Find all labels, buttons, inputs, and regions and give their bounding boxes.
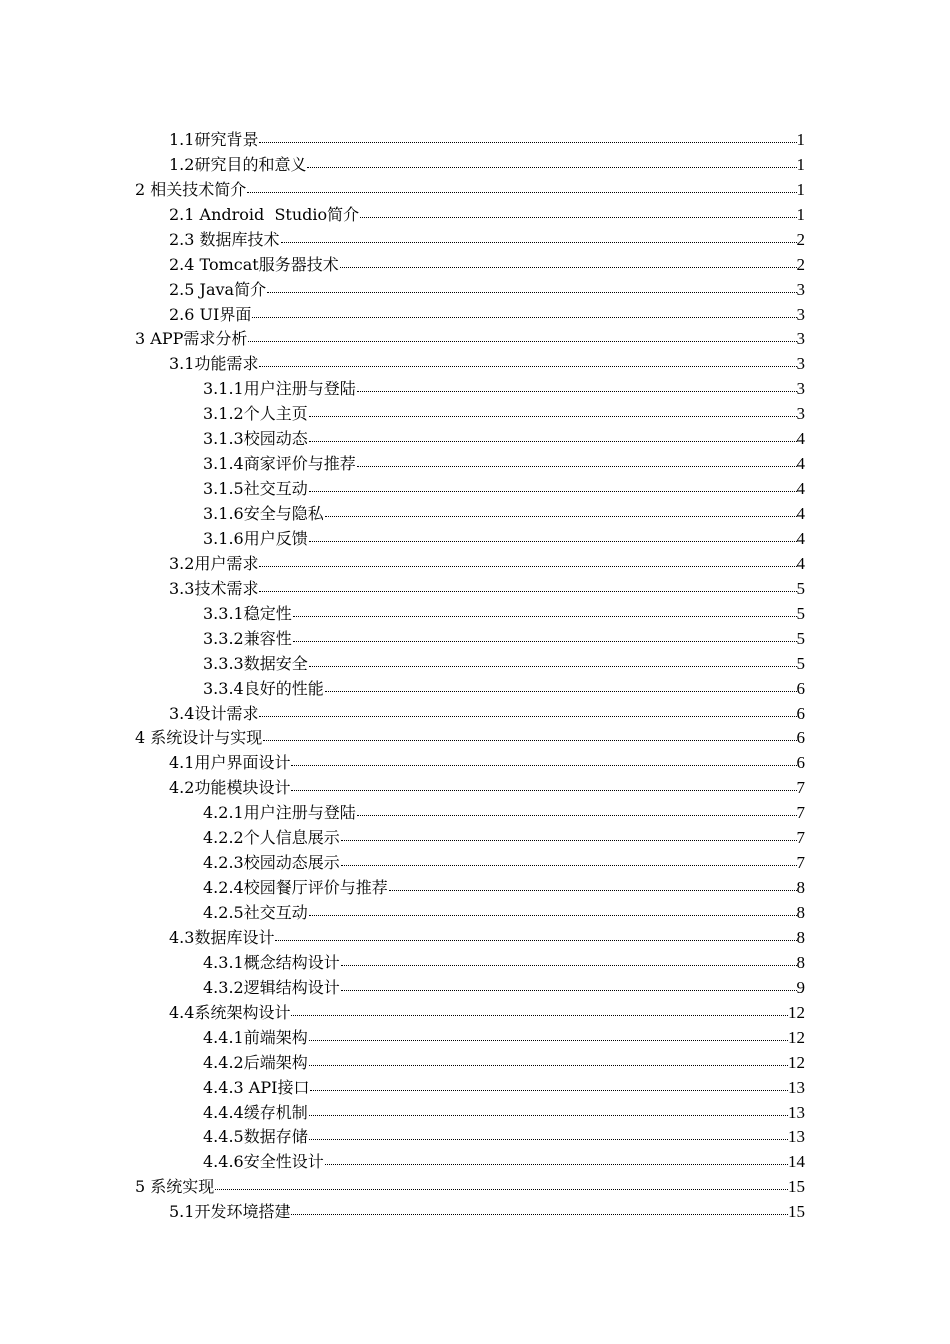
toc-dot-leader <box>356 379 797 395</box>
toc-entry-title: 4.3.2逻辑结构设计 <box>203 977 340 997</box>
toc-entry-title: 5.1开发环境搭建 <box>169 1202 291 1222</box>
toc-entry-page-number: 7 <box>796 778 805 798</box>
toc-dot-leader <box>308 404 797 420</box>
toc-entry[interactable] <box>0 449 805 474</box>
toc-dot-leader <box>280 230 797 246</box>
toc-entry-title: 3.1.3校园动态 <box>203 429 308 449</box>
toc-entry-page-number: 4 <box>796 479 805 499</box>
toc-dot-leader <box>290 753 796 769</box>
toc-entry-title: 4.4系统架构设计 <box>169 1002 291 1022</box>
toc-dot-leader <box>306 155 796 171</box>
toc-dot-leader <box>308 1127 788 1143</box>
toc-entry-title: 3.3.2兼容性 <box>203 628 292 648</box>
toc-entry-title: 3.2用户需求 <box>169 553 259 573</box>
toc-entry-page-number: 12 <box>788 1052 805 1072</box>
toc-entry[interactable] <box>0 275 805 300</box>
toc-entry-page-number: 5 <box>796 578 805 598</box>
toc-entry-page-number: 8 <box>796 903 805 922</box>
toc-entry-page-number: 6 <box>796 753 805 773</box>
toc-entry-title: 4.2.3校园动态展示 <box>203 853 340 873</box>
toc-entry-page-number: 1 <box>796 179 805 199</box>
toc-entry[interactable] <box>0 225 805 250</box>
toc-entry[interactable] <box>0 798 805 823</box>
toc-dot-leader <box>308 479 797 495</box>
toc-entry-page-number: 2 <box>796 229 805 249</box>
toc-dot-leader <box>308 903 797 919</box>
toc-entry-title: 4.4.2后端架构 <box>203 1052 308 1072</box>
toc-entry[interactable] <box>0 973 805 998</box>
toc-entry-title: 4.1用户界面设计 <box>169 753 291 773</box>
toc-entry[interactable] <box>0 1197 805 1222</box>
toc-entry[interactable] <box>0 699 805 724</box>
toc-entry-page-number: 4 <box>796 553 805 573</box>
toc-entry-title: 1.1研究背景 <box>169 129 259 149</box>
toc-entry-title: 3.3.3数据安全 <box>203 653 308 673</box>
toc-entry[interactable] <box>0 1147 805 1172</box>
toc-entry-page-number: 1 <box>796 154 805 174</box>
toc-dot-leader <box>340 828 797 844</box>
toc-entry[interactable] <box>0 873 805 898</box>
toc-entry[interactable] <box>0 424 805 449</box>
toc-entry[interactable] <box>0 948 805 973</box>
toc-dot-leader <box>292 604 797 620</box>
toc-entry-page-number: 4 <box>796 504 805 523</box>
toc-dot-leader <box>308 429 797 445</box>
toc-entry-title: 4.4.4缓存机制 <box>203 1102 308 1122</box>
toc-entry[interactable] <box>0 399 805 424</box>
toc-dot-leader <box>258 554 796 570</box>
toc-entry-title: 4.4.6安全性设计 <box>203 1152 324 1172</box>
toc-entry-title: 4.2.4校园餐厅评价与推荐 <box>203 878 388 898</box>
toc-entry-title: 3 APP需求分析 <box>135 329 248 349</box>
toc-entry-page-number: 12 <box>788 1027 805 1047</box>
toc-dot-leader <box>214 1177 788 1193</box>
toc-entry-page-number: 7 <box>796 803 805 823</box>
toc-entry-title: 3.3.4良好的性能 <box>203 678 324 698</box>
toc-entry-title: 2.5 Java简介 <box>169 279 267 299</box>
toc-dot-leader <box>292 629 797 645</box>
toc-entry-title: 2.4 Tomcat服务器技术 <box>169 254 339 274</box>
toc-entry[interactable] <box>0 599 805 624</box>
toc-dot-leader <box>359 205 796 221</box>
toc-entry-title: 1.2研究目的和意义 <box>169 154 307 174</box>
toc-entry[interactable] <box>0 150 805 175</box>
toc-entry-page-number: 15 <box>788 1177 805 1197</box>
toc-entry[interactable] <box>0 250 805 275</box>
toc-entry[interactable] <box>0 175 805 200</box>
toc-entry-page-number: 7 <box>796 853 805 873</box>
toc-dot-leader <box>274 928 796 944</box>
toc-dot-leader <box>340 853 797 869</box>
toc-dot-leader <box>356 454 797 470</box>
toc-entry[interactable] <box>0 374 805 399</box>
toc-entry-title: 4.2功能模块设计 <box>169 778 291 798</box>
toc-entry[interactable] <box>0 823 805 848</box>
toc-entry[interactable] <box>0 624 805 649</box>
toc-entry[interactable] <box>0 923 805 948</box>
toc-entry[interactable] <box>0 200 805 225</box>
toc-entry[interactable] <box>0 574 805 599</box>
toc-entry-page-number: 3 <box>796 304 805 324</box>
toc-entry-title: 4 系统设计与实现 <box>135 728 263 748</box>
toc-dot-leader <box>251 305 796 321</box>
toc-entry-page-number: 6 <box>796 728 805 748</box>
toc-entry-page-number: 6 <box>796 703 805 723</box>
toc-entry[interactable] <box>0 898 805 923</box>
toc-entry[interactable] <box>0 724 805 749</box>
toc-dot-leader <box>309 1078 788 1094</box>
toc-entry-title: 2.1 Android Studio简介 <box>169 204 360 224</box>
toc-entry[interactable] <box>0 125 805 150</box>
toc-dot-leader <box>247 329 796 345</box>
toc-entry-page-number: 15 <box>788 1202 805 1222</box>
toc-entry-page-number: 5 <box>796 603 805 623</box>
toc-dot-leader <box>324 679 797 695</box>
toc-entry-title: 3.1.6安全与隐私 <box>203 504 324 523</box>
toc-entry-page-number: 13 <box>788 1127 805 1147</box>
toc-entry-title: 3.1.1用户注册与登陆 <box>203 379 356 399</box>
toc-entry[interactable] <box>0 325 805 350</box>
toc-entry[interactable] <box>0 300 805 325</box>
toc-entry-page-number: 5 <box>796 653 805 673</box>
toc-entry[interactable] <box>0 773 805 798</box>
toc-entry-title: 4.4.3 API接口 <box>203 1077 310 1097</box>
toc-entry[interactable] <box>0 1023 805 1048</box>
toc-entry-title: 5 系统实现 <box>135 1177 215 1197</box>
toc-entry-page-number: 5 <box>796 628 805 648</box>
toc-entry-title: 3.1.4商家评价与推荐 <box>203 454 356 474</box>
toc-entry-title: 3.1功能需求 <box>169 354 259 374</box>
toc-entry-page-number: 4 <box>796 429 805 449</box>
toc-entry-page-number: 4 <box>796 528 805 548</box>
toc-entry-title: 2.3 数据库技术 <box>169 229 280 249</box>
toc-dot-leader <box>258 579 796 595</box>
toc-entry-page-number: 3 <box>796 379 805 399</box>
toc-entry-title: 3.3.1稳定性 <box>203 603 292 623</box>
toc-entry-page-number: 1 <box>796 129 805 149</box>
toc-dot-leader <box>290 1202 788 1218</box>
toc-entry-page-number: 3 <box>796 354 805 374</box>
toc-entry-page-number: 4 <box>796 454 805 474</box>
toc-entry-page-number: 7 <box>796 828 805 848</box>
toc-entry-page-number: 3 <box>796 329 805 349</box>
toc-entry[interactable] <box>0 748 805 773</box>
toc-entry[interactable] <box>0 1098 805 1123</box>
toc-entry-title: 3.1.5社交互动 <box>203 479 308 499</box>
toc-entry-title: 4.2.5社交互动 <box>203 903 308 922</box>
toc-entry-page-number: 3 <box>796 279 805 299</box>
toc-dot-leader <box>262 728 796 744</box>
toc-entry[interactable] <box>0 848 805 873</box>
toc-dot-leader <box>324 1152 788 1168</box>
toc-entry-title: 4.2.1用户注册与登陆 <box>203 803 356 823</box>
toc-entry[interactable] <box>0 524 805 549</box>
toc-dot-leader <box>290 1003 788 1019</box>
toc-dot-leader <box>308 529 797 545</box>
toc-dot-leader <box>246 180 796 196</box>
toc-dot-leader <box>266 280 796 296</box>
toc-dot-leader <box>388 878 797 894</box>
toc-entry[interactable] <box>0 1073 805 1098</box>
toc-entry-title: 4.3.1概念结构设计 <box>203 952 340 972</box>
toc-entry-title: 2 相关技术简介 <box>135 179 247 199</box>
toc-dot-leader <box>340 953 797 969</box>
toc-entry-page-number: 9 <box>796 977 805 997</box>
toc-entry-page-number: 13 <box>788 1102 805 1122</box>
toc-entry[interactable] <box>0 649 805 674</box>
toc-entry-title: 3.3技术需求 <box>169 578 259 598</box>
toc-entry-page-number: 3 <box>796 404 805 424</box>
toc-entry-title: 3.4设计需求 <box>169 703 259 723</box>
toc-dot-leader <box>308 1053 788 1069</box>
toc-entry[interactable] <box>0 1123 805 1148</box>
toc-entry[interactable] <box>0 998 805 1023</box>
toc-entry-title: 4.3数据库设计 <box>169 927 275 947</box>
toc-entry-page-number: 2 <box>796 254 805 274</box>
toc-entry-page-number: 12 <box>788 1002 805 1022</box>
toc-entry[interactable] <box>0 499 805 524</box>
toc-entry-title: 2.6 UI界面 <box>169 304 252 324</box>
toc-entry-title: 4.4.1前端架构 <box>203 1027 308 1047</box>
toc-dot-leader <box>308 654 797 670</box>
toc-dot-leader <box>258 704 796 720</box>
toc-dot-leader <box>290 778 796 794</box>
toc-dot-leader <box>356 803 797 819</box>
toc-entry[interactable] <box>0 474 805 499</box>
toc-entry[interactable] <box>0 1048 805 1073</box>
toc-entry[interactable] <box>0 549 805 574</box>
toc-entry-title: 4.4.5数据存储 <box>203 1127 308 1147</box>
toc-entry[interactable] <box>0 674 805 699</box>
toc-dot-leader <box>308 1028 788 1044</box>
table-of-contents <box>0 125 950 1222</box>
toc-entry-page-number: 8 <box>796 927 805 947</box>
toc-entry-page-number: 14 <box>788 1152 805 1172</box>
toc-dot-leader <box>324 504 797 520</box>
toc-entry-title: 3.1.6用户反馈 <box>203 528 308 548</box>
toc-entry-title: 4.2.2个人信息展示 <box>203 828 340 848</box>
toc-entry[interactable] <box>0 1172 805 1197</box>
toc-dot-leader <box>340 978 797 994</box>
toc-dot-leader <box>258 130 796 146</box>
toc-dot-leader <box>258 354 796 370</box>
toc-entry-page-number: 8 <box>796 952 805 972</box>
toc-entry-page-number: 13 <box>788 1077 805 1097</box>
toc-dot-leader <box>339 255 797 271</box>
toc-dot-leader <box>308 1103 788 1119</box>
toc-entry[interactable] <box>0 349 805 374</box>
toc-entry-page-number: 6 <box>796 678 805 698</box>
toc-entry-page-number: 8 <box>796 878 805 898</box>
toc-entry-title: 3.1.2个人主页 <box>203 404 308 424</box>
toc-entry-page-number: 1 <box>796 204 805 224</box>
